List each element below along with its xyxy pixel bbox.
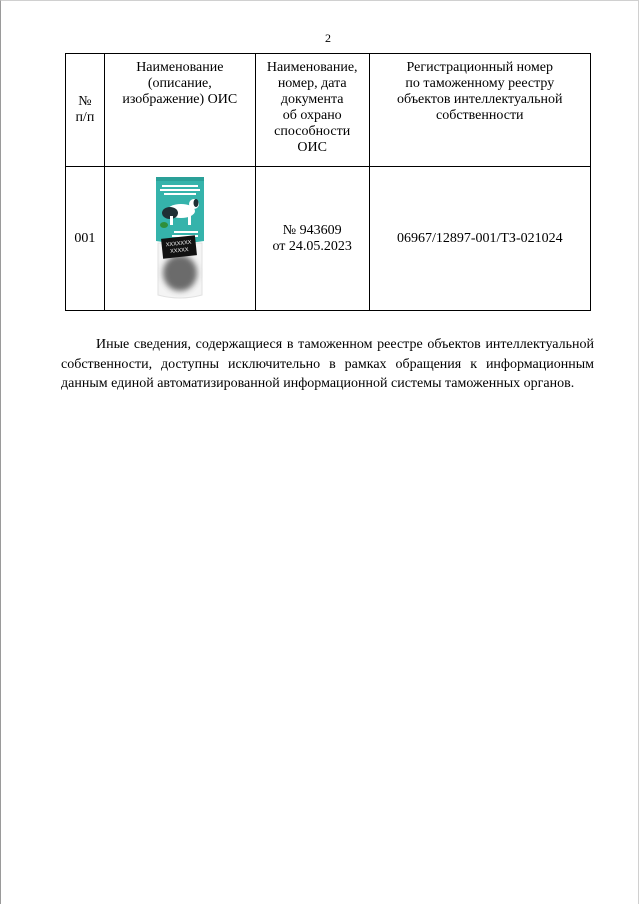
redaction-text-2: XXXXX bbox=[169, 246, 189, 255]
redaction-text-1: XXXXXXX bbox=[165, 239, 192, 248]
header-document: Наименование, номер, дата документа об охрано способности ОИС bbox=[255, 54, 369, 167]
row-registration-number: 06967/12897-001/ТЗ-021024 bbox=[369, 167, 590, 311]
header-num: № п/п bbox=[66, 54, 105, 167]
ois-table bbox=[65, 53, 591, 311]
product-package-image bbox=[148, 175, 212, 303]
row-document: № 943609 от 24.05.2023 bbox=[255, 167, 369, 311]
info-paragraph: Иные сведения, содержащиеся в таможенном реестре объектов интеллектуальной собственности, доступны исключительно в рамках обращения к информационным данным единой автоматизированной информационной системы таможенных органов. bbox=[61, 337, 594, 391]
page-number: 2 bbox=[325, 31, 331, 45]
header-name: Наименование (описание, изображение) ОИС bbox=[104, 54, 255, 167]
table-row bbox=[66, 167, 591, 311]
header-registration: Регистрационный номер по таможенному реестру объектов интеллектуальной собственности bbox=[369, 54, 590, 167]
row-number: 001 bbox=[66, 167, 105, 311]
row-image-cell bbox=[104, 167, 255, 311]
table-header-row bbox=[66, 54, 591, 167]
